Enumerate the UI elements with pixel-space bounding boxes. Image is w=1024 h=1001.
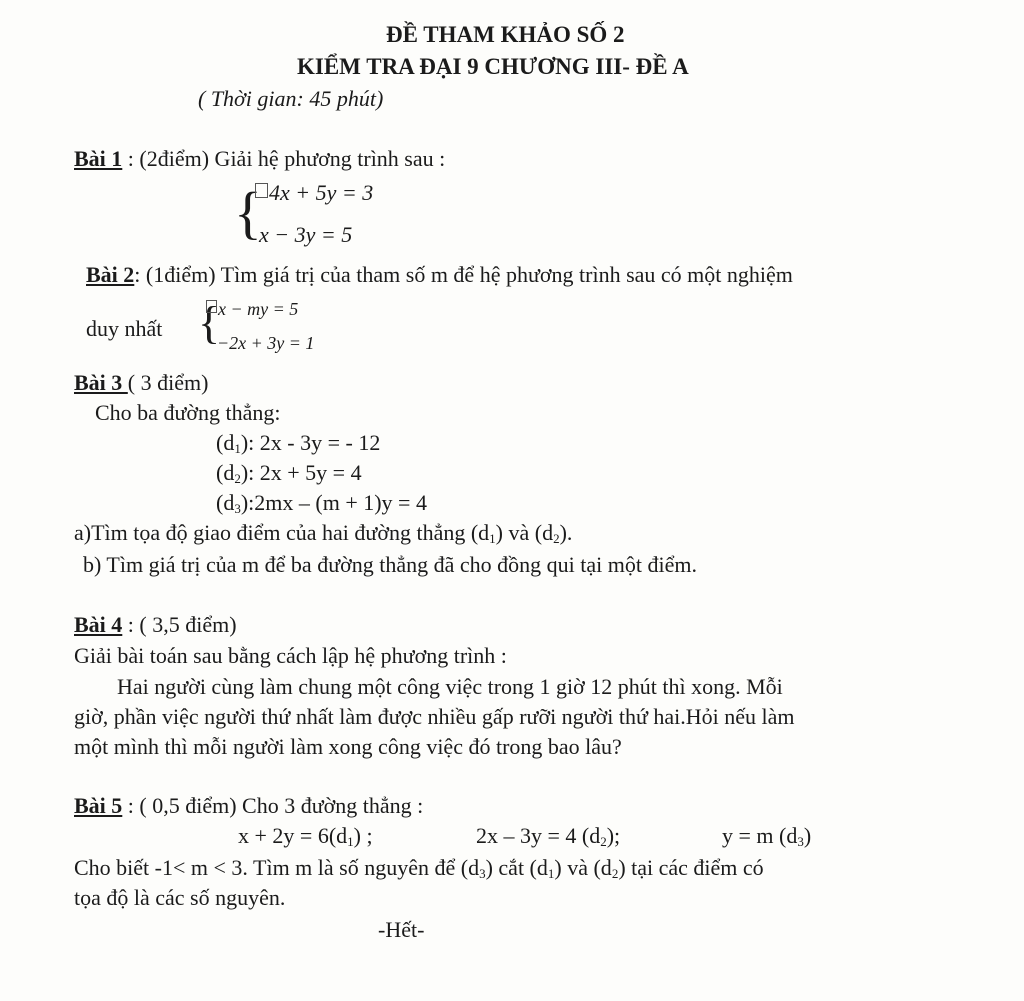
bai4-para-line3: một mình thì mỗi người làm xong công việc đó trong bao lâu?	[74, 734, 622, 759]
bai3-part-b: b) Tìm giá trị của m để ba đường thẳng đã cho đồng qui tại một điểm.	[83, 552, 697, 577]
bai3-intro: Cho ba đường thẳng:	[95, 400, 281, 425]
exam-time: ( Thời gian: 45 phút)	[198, 86, 384, 111]
bai3-line-d1: $(d_1)$: 2x - 3y = - 12	[216, 430, 381, 456]
bai4-intro: Giải bài toán sau bằng cách lập hệ phương trình :	[74, 643, 507, 668]
bai5-condition-cont: tọa độ là các số nguyên.	[74, 885, 286, 910]
bai5-text: : ( 0,5 điểm) Cho 3 đường thẳng :	[122, 793, 424, 818]
bai2-text: : (1điểm) Tìm giá trị của tham số m để hệ phương trình sau có một nghiệm	[134, 262, 793, 287]
bai5-label: Bài 5	[74, 793, 123, 818]
bai3-line-d2: $(d_2)$: 2x + 5y = 4	[216, 460, 362, 486]
bai1-eq1: 4x + 5y = 3	[255, 180, 373, 206]
bai1-heading	[74, 146, 445, 172]
bai5-condition: Cho biết -1< m < 3. Tìm m là số nguyên để $(d_3)$ cắt $(d_1)$ và $(d_2)$ tại các điểm có	[74, 855, 764, 881]
bai2-label: Bài 2	[86, 262, 135, 287]
missing-glyph-icon	[206, 300, 217, 313]
bai3-label: Bài 3	[74, 370, 128, 395]
bai4-points: : ( 3,5 điểm)	[122, 612, 237, 637]
bai5-heading	[74, 793, 423, 819]
document-title: ĐỀ THAM KHẢO SỐ 2	[386, 22, 625, 47]
document-end: -Hết-	[378, 917, 425, 942]
bai4-label: Bài 4	[74, 612, 123, 637]
bai2-heading	[86, 262, 793, 288]
bai1-label: Bài 1	[74, 146, 123, 171]
bai3-points: ( 3 điểm)	[127, 370, 209, 395]
bai4-para-line1: Hai người cùng làm chung một công việc trong 1 giờ 12 phút thì xong. Mỗi	[117, 674, 783, 699]
missing-glyph-icon	[255, 183, 268, 198]
bai4-para-line2: giờ, phần việc người thứ nhất làm được nhiều gấp rưỡi người thứ hai.Hỏi nếu làm	[74, 704, 795, 729]
bai2-eq2: −2x + 3y = 1	[217, 333, 315, 353]
bai1-text: : (2điểm) Giải hệ phương trình sau :	[122, 146, 446, 171]
bai3-line-d3: $(d_3):2mx - (m + 1)y = 4$	[216, 490, 427, 516]
document-subtitle: KIỂM TRA ĐẠI 9 CHƯƠNG III- ĐỀ A	[297, 54, 689, 79]
bai2-system-brace: {	[198, 297, 221, 348]
bai5-line-d1: $x + 2y = 6(d_1)$ ;	[238, 823, 373, 849]
bai1-system-brace: {	[234, 180, 262, 245]
bai1-eq2: x − 3y = 5	[259, 222, 353, 247]
bai2-duy-nhat: duy nhất	[86, 316, 163, 341]
bai3-part-a: a)Tìm tọa độ giao điểm của hai đường thẳng $(d_1)$ và $(d_2)$.	[74, 520, 573, 546]
bai2-eq1: x − my = 5	[206, 296, 298, 322]
bai5-line-d3: y = m $(d_3)$	[722, 823, 812, 849]
bai4-heading	[74, 612, 237, 638]
bai3-heading	[74, 370, 208, 396]
bai5-line-d2: 2x – 3y = 4 $(d_2)$;	[476, 823, 621, 849]
